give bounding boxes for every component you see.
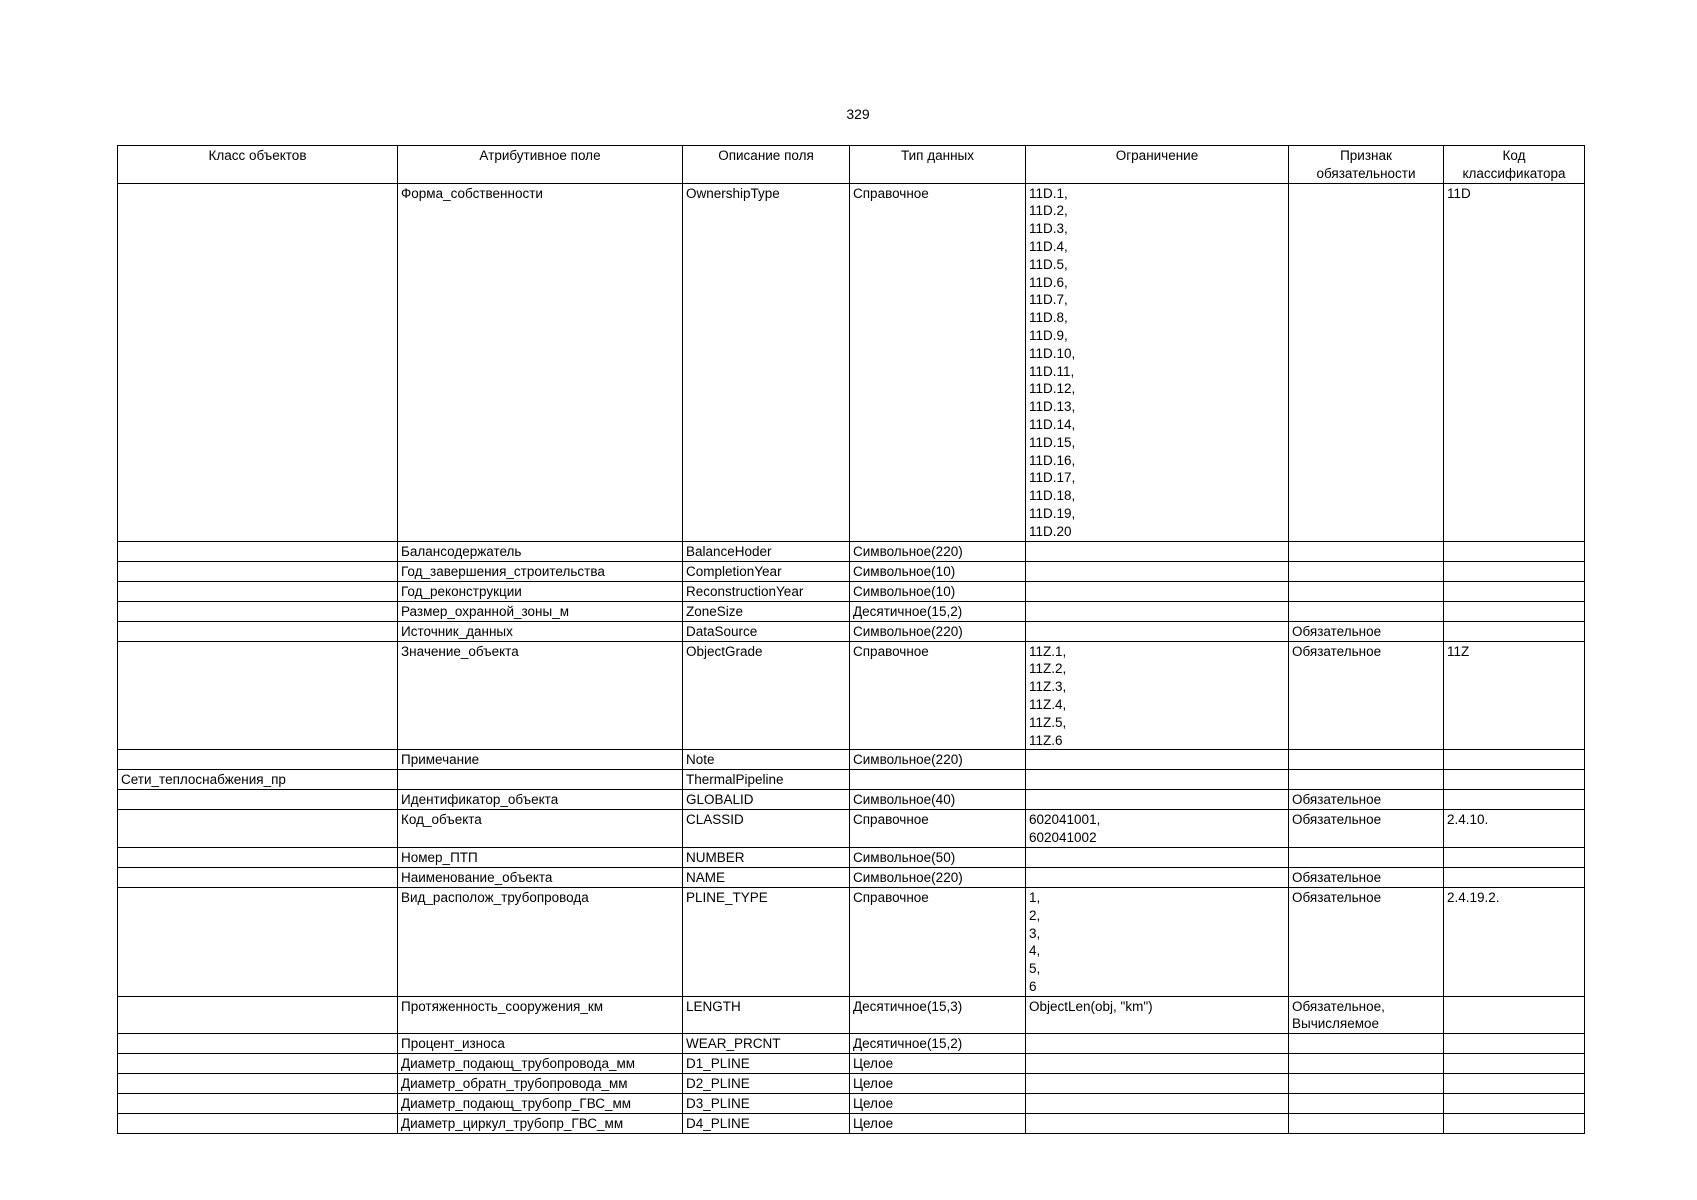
object-class-cell (118, 996, 398, 1034)
attribute-field-cell: Год_реконструкции (398, 581, 683, 601)
constraint-cell (1026, 561, 1289, 581)
data-type-cell: Целое (850, 1074, 1026, 1094)
data-type-cell: Символьное(220) (850, 541, 1026, 561)
object-class-cell (118, 561, 398, 581)
field-description-cell: D4_PLINE (683, 1114, 850, 1134)
object-class-cell (118, 810, 398, 848)
data-type-cell: Символьное(50) (850, 847, 1026, 867)
attribute-field-cell: Значение_объекта (398, 641, 683, 750)
data-type-cell: Десятичное(15,2) (850, 601, 1026, 621)
field-description-cell: ReconstructionYear (683, 581, 850, 601)
constraint-cell (1026, 621, 1289, 641)
attribute-field-cell: Год_завершения_строительства (398, 561, 683, 581)
field-description-cell: ZoneSize (683, 601, 850, 621)
data-type-cell: Символьное(10) (850, 561, 1026, 581)
table-row (118, 641, 1585, 750)
constraint-cell (1026, 867, 1289, 887)
required-flag-cell (1289, 1114, 1444, 1134)
required-flag-cell (1289, 561, 1444, 581)
constraint-cell: 1, 2, 3, 4, 5, 6 (1026, 887, 1289, 996)
table-row (118, 1094, 1585, 1114)
classifier-code-cell (1444, 790, 1585, 810)
constraint-cell (1026, 790, 1289, 810)
attribute-field-cell (398, 770, 683, 790)
classifier-code-cell: 11Z (1444, 641, 1585, 750)
classifier-code-cell (1444, 561, 1585, 581)
table-row (118, 621, 1585, 641)
classifier-code-cell (1444, 867, 1585, 887)
object-class-cell (118, 847, 398, 867)
classifier-code-cell (1444, 996, 1585, 1034)
constraint-cell (1026, 1074, 1289, 1094)
object-class-cell (118, 790, 398, 810)
constraint-cell (1026, 770, 1289, 790)
field-description-cell: BalanceHoder (683, 541, 850, 561)
data-type-cell: Справочное (850, 641, 1026, 750)
required-flag-cell (1289, 1074, 1444, 1094)
data-type-cell: Символьное(10) (850, 581, 1026, 601)
object-class-cell: Сети_теплоснабжения_пр (118, 770, 398, 790)
table-row (118, 1074, 1585, 1094)
attribute-table (117, 145, 1585, 1134)
constraint-cell (1026, 581, 1289, 601)
attribute-field-cell: Размер_охранной_зоны_м (398, 601, 683, 621)
object-class-cell (118, 1034, 398, 1054)
attribute-field-cell: Наименование_объекта (398, 867, 683, 887)
data-type-cell: Символьное(220) (850, 621, 1026, 641)
required-flag-cell: Обязательное (1289, 621, 1444, 641)
required-flag-cell (1289, 847, 1444, 867)
table-row (118, 810, 1585, 848)
classifier-code-cell (1444, 1054, 1585, 1074)
data-type-cell: Справочное (850, 810, 1026, 848)
classifier-code-cell (1444, 1094, 1585, 1114)
object-class-cell (118, 581, 398, 601)
classifier-code-cell (1444, 847, 1585, 867)
data-type-cell (850, 770, 1026, 790)
data-type-cell: Целое (850, 1114, 1026, 1134)
data-type-cell: Целое (850, 1094, 1026, 1114)
field-description-cell: NAME (683, 867, 850, 887)
constraint-cell (1026, 541, 1289, 561)
attribute-field-cell: Номер_ПТП (398, 847, 683, 867)
column-header: Признак обязательности (1289, 146, 1444, 184)
required-flag-cell (1289, 770, 1444, 790)
attribute-field-cell: Форма_собственности (398, 183, 683, 541)
required-flag-cell: Обязательное (1289, 887, 1444, 996)
required-flag-cell: Обязательное (1289, 867, 1444, 887)
data-type-cell: Десятичное(15,2) (850, 1034, 1026, 1054)
required-flag-cell (1289, 541, 1444, 561)
field-description-cell: ObjectGrade (683, 641, 850, 750)
table-row (118, 183, 1585, 541)
attribute-field-cell: Диаметр_циркул_трубопр_ГВС_мм (398, 1114, 683, 1134)
constraint-cell: ObjectLen(obj, "km") (1026, 996, 1289, 1034)
field-description-cell: DataSource (683, 621, 850, 641)
table-row (118, 1034, 1585, 1054)
table-row (118, 1114, 1585, 1134)
column-header: Класс объектов (118, 146, 398, 184)
object-class-cell (118, 1094, 398, 1114)
required-flag-cell (1289, 1094, 1444, 1114)
object-class-cell (118, 541, 398, 561)
data-type-cell: Символьное(40) (850, 790, 1026, 810)
object-class-cell (118, 183, 398, 541)
table-row (118, 847, 1585, 867)
classifier-code-cell (1444, 1114, 1585, 1134)
field-description-cell: NUMBER (683, 847, 850, 867)
constraint-cell (1026, 1034, 1289, 1054)
table-row (118, 887, 1585, 996)
column-header: Тип данных (850, 146, 1026, 184)
object-class-cell (118, 1114, 398, 1134)
attribute-field-cell: Идентификатор_объекта (398, 790, 683, 810)
constraint-cell (1026, 601, 1289, 621)
table-row (118, 790, 1585, 810)
attribute-field-cell: Процент_износа (398, 1034, 683, 1054)
attribute-field-cell: Диаметр_подающ_трубопр_ГВС_мм (398, 1094, 683, 1114)
column-header: Код классификатора (1444, 146, 1585, 184)
constraint-cell (1026, 1054, 1289, 1074)
object-class-cell (118, 750, 398, 770)
table-row (118, 750, 1585, 770)
field-description-cell: OwnershipType (683, 183, 850, 541)
field-description-cell: Note (683, 750, 850, 770)
classifier-code-cell: 2.4.19.2. (1444, 887, 1585, 996)
data-type-cell: Справочное (850, 183, 1026, 541)
constraint-cell (1026, 847, 1289, 867)
attribute-field-cell: Диаметр_подающ_трубопровода_мм (398, 1054, 683, 1074)
column-header: Ограничение (1026, 146, 1289, 184)
required-flag-cell (1289, 750, 1444, 770)
object-class-cell (118, 641, 398, 750)
required-flag-cell (1289, 581, 1444, 601)
field-description-cell: CompletionYear (683, 561, 850, 581)
classifier-code-cell (1444, 581, 1585, 601)
field-description-cell: D1_PLINE (683, 1054, 850, 1074)
classifier-code-cell (1444, 770, 1585, 790)
required-flag-cell: Обязательное (1289, 641, 1444, 750)
attribute-field-cell: Источник_данных (398, 621, 683, 641)
data-type-cell: Справочное (850, 887, 1026, 996)
classifier-code-cell (1444, 1074, 1585, 1094)
table-row (118, 996, 1585, 1034)
attribute-field-cell: Вид_располож_трубопровода (398, 887, 683, 996)
field-description-cell: D3_PLINE (683, 1094, 850, 1114)
classifier-code-cell (1444, 750, 1585, 770)
constraint-cell (1026, 1094, 1289, 1114)
required-flag-cell (1289, 1034, 1444, 1054)
field-description-cell: PLINE_TYPE (683, 887, 850, 996)
field-description-cell: D2_PLINE (683, 1074, 850, 1094)
object-class-cell (118, 867, 398, 887)
constraint-cell: 602041001, 602041002 (1026, 810, 1289, 848)
constraint-cell: 11Z.1, 11Z.2, 11Z.3, 11Z.4, 11Z.5, 11Z.6 (1026, 641, 1289, 750)
field-description-cell: LENGTH (683, 996, 850, 1034)
required-flag-cell (1289, 601, 1444, 621)
field-description-cell: ThermalPipeline (683, 770, 850, 790)
object-class-cell (118, 887, 398, 996)
attribute-field-cell: Балансодержатель (398, 541, 683, 561)
constraint-cell: 11D.1, 11D.2, 11D.3, 11D.4, 11D.5, 11D.6, 11D.7, 11D.8, 11D.9, 11D.10, 11D.11, 11D.12, 11D.13, 11D.14, 11D.15, 11D.16, 11D.17, 11D.18, 11D.19, 11D.20 (1026, 183, 1289, 541)
field-description-cell: CLASSID (683, 810, 850, 848)
table-row (118, 541, 1585, 561)
object-class-cell (118, 1074, 398, 1094)
object-class-cell (118, 601, 398, 621)
required-flag-cell (1289, 183, 1444, 541)
data-type-cell: Символьное(220) (850, 867, 1026, 887)
field-description-cell: GLOBALID (683, 790, 850, 810)
classifier-code-cell (1444, 601, 1585, 621)
required-flag-cell (1289, 1054, 1444, 1074)
table-body (118, 183, 1585, 1134)
attribute-field-cell: Диаметр_обратн_трубопровода_мм (398, 1074, 683, 1094)
table-row (118, 561, 1585, 581)
constraint-cell (1026, 750, 1289, 770)
table-row (118, 601, 1585, 621)
required-flag-cell: Обязательное (1289, 790, 1444, 810)
data-type-cell: Целое (850, 1054, 1026, 1074)
classifier-code-cell (1444, 621, 1585, 641)
table-row (118, 1054, 1585, 1074)
field-description-cell: WEAR_PRCNT (683, 1034, 850, 1054)
table-row (118, 770, 1585, 790)
classifier-code-cell: 11D (1444, 183, 1585, 541)
required-flag-cell: Обязательное, Вычисляемое (1289, 996, 1444, 1034)
attribute-field-cell: Протяженность_сооружения_км (398, 996, 683, 1034)
data-type-cell: Символьное(220) (850, 750, 1026, 770)
object-class-cell (118, 1054, 398, 1074)
classifier-code-cell: 2.4.10. (1444, 810, 1585, 848)
data-type-cell: Десятичное(15,3) (850, 996, 1026, 1034)
attribute-field-cell: Примечание (398, 750, 683, 770)
object-class-cell (118, 621, 398, 641)
classifier-code-cell (1444, 1034, 1585, 1054)
page-number: 329 (846, 106, 870, 122)
table-row (118, 867, 1585, 887)
header-row (118, 146, 1585, 184)
table-row (118, 581, 1585, 601)
column-header: Атрибутивное поле (398, 146, 683, 184)
attribute-field-cell: Код_объекта (398, 810, 683, 848)
classifier-code-cell (1444, 541, 1585, 561)
constraint-cell (1026, 1114, 1289, 1134)
column-header: Описание поля (683, 146, 850, 184)
required-flag-cell: Обязательное (1289, 810, 1444, 848)
